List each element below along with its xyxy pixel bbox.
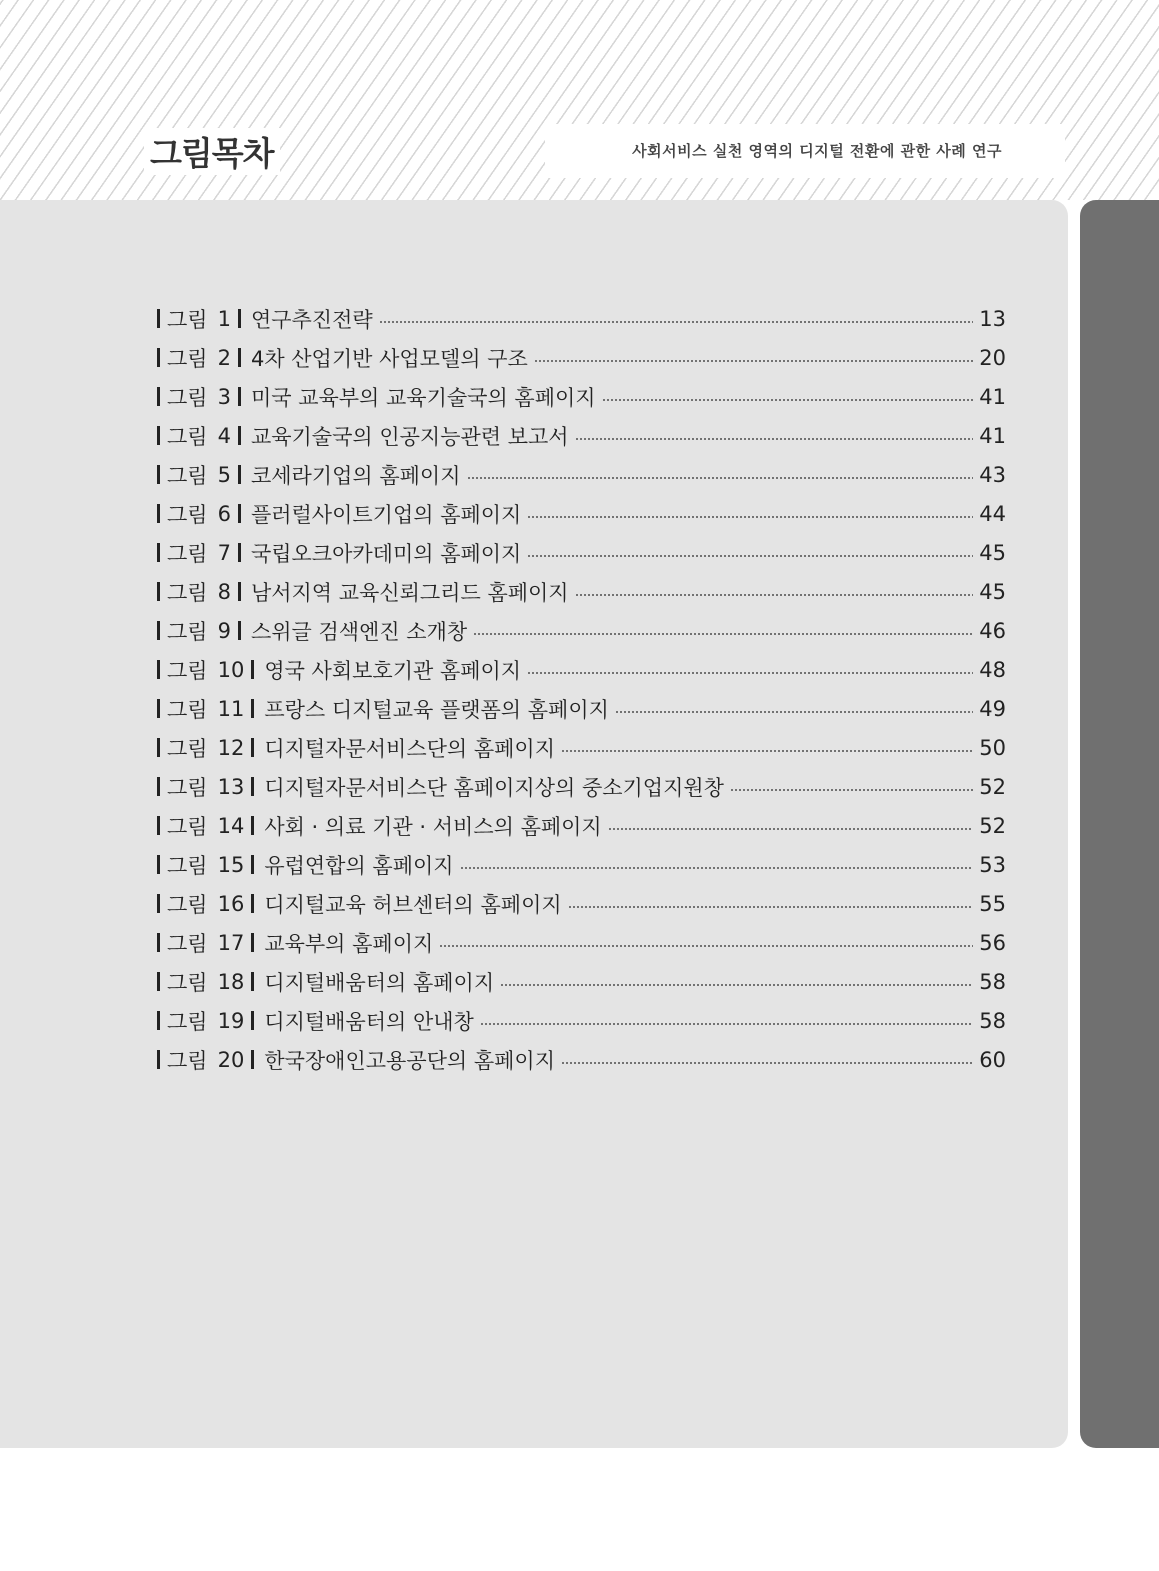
toc-entry[interactable] xyxy=(155,767,1006,806)
toc-prefix: 그림 xyxy=(167,931,208,956)
toc-prefix: 그림 xyxy=(167,697,208,722)
bar-mark xyxy=(251,660,254,679)
toc-entry[interactable] xyxy=(155,650,1006,689)
bar-mark xyxy=(157,543,160,562)
toc-entry[interactable] xyxy=(155,923,1006,962)
dot-leader xyxy=(575,594,974,596)
toc-number: 13 xyxy=(217,774,245,799)
bar-mark xyxy=(157,582,160,601)
toc-entry[interactable] xyxy=(155,1040,1006,1079)
toc-page-number: 45 xyxy=(979,540,1006,565)
toc-entry[interactable] xyxy=(155,494,1006,533)
toc-number: 9 xyxy=(217,618,231,643)
toc-entry[interactable] xyxy=(155,689,1006,728)
dot-leader xyxy=(527,672,973,674)
bar-mark xyxy=(251,1050,254,1069)
toc-prefix: 그림 xyxy=(167,385,208,410)
bar-mark xyxy=(238,348,241,367)
toc-prefix: 그림 xyxy=(167,541,208,566)
toc-entry[interactable] xyxy=(155,338,1006,377)
toc-page-number: 46 xyxy=(979,618,1006,643)
toc-prefix: 그림 xyxy=(167,619,208,644)
toc-title: 교육부의 홈페이지 xyxy=(264,931,434,956)
toc-page-number: 41 xyxy=(979,384,1006,409)
dot-leader xyxy=(608,828,974,830)
bar-mark xyxy=(238,621,241,640)
toc-prefix: 그림 xyxy=(167,1009,208,1034)
toc-entry[interactable] xyxy=(155,728,1006,767)
bar-mark xyxy=(251,777,254,796)
toc-title: 플러럴사이트기업의 홈페이지 xyxy=(250,502,522,527)
toc-title: 유럽연합의 홈페이지 xyxy=(264,853,454,878)
toc-title: 영국 사회보호기관 홈페이지 xyxy=(264,658,522,683)
bar-mark xyxy=(238,543,241,562)
bar-mark xyxy=(157,699,160,718)
toc-page-number: 56 xyxy=(979,930,1006,955)
toc-number: 4 xyxy=(217,423,231,448)
toc-number: 3 xyxy=(217,384,231,409)
toc-page-number: 58 xyxy=(979,1008,1006,1033)
toc-prefix: 그림 xyxy=(167,502,208,527)
bar-mark xyxy=(238,582,241,601)
page-title: 그림목차 xyxy=(144,128,280,175)
toc-entry[interactable] xyxy=(155,299,1006,338)
toc-entry-label xyxy=(155,811,602,841)
toc-title: 디지털배움터의 홈페이지 xyxy=(264,970,495,995)
toc-title: 프랑스 디지털교육 플랫폼의 홈페이지 xyxy=(264,697,609,722)
toc-title: 코세라기업의 홈페이지 xyxy=(250,463,461,488)
toc-page-number: 58 xyxy=(979,969,1006,994)
toc-page-number: 55 xyxy=(979,891,1006,916)
toc-number: 5 xyxy=(217,462,231,487)
toc-number: 19 xyxy=(217,1008,245,1033)
toc-number: 20 xyxy=(217,1047,245,1072)
dot-leader xyxy=(534,360,973,362)
toc-number: 14 xyxy=(217,813,245,838)
toc-page-number: 20 xyxy=(979,345,1006,370)
toc-entry-label xyxy=(155,1006,474,1036)
dot-leader xyxy=(730,789,973,791)
toc-number: 11 xyxy=(217,696,245,721)
dot-leader xyxy=(467,477,974,479)
toc-entry-label xyxy=(155,694,609,724)
toc-number: 17 xyxy=(217,930,245,955)
toc-page-number: 43 xyxy=(979,462,1006,487)
toc-page-number: 44 xyxy=(979,501,1006,526)
toc-title: 국립오크아카데미의 홈페이지 xyxy=(250,541,522,566)
dot-leader xyxy=(575,438,974,440)
toc-number: 7 xyxy=(217,540,231,565)
bar-mark xyxy=(157,660,160,679)
dot-leader xyxy=(527,555,973,557)
toc-title: 디지털자문서비스단의 홈페이지 xyxy=(264,736,555,761)
toc-entry-label xyxy=(155,421,569,451)
bar-mark xyxy=(157,387,160,406)
toc-entry-label xyxy=(155,460,461,490)
toc-entry[interactable] xyxy=(155,611,1006,650)
toc-title: 디지털배움터의 안내창 xyxy=(264,1009,474,1034)
toc-entry-label xyxy=(155,733,555,763)
bar-mark xyxy=(251,738,254,757)
bar-mark xyxy=(157,1050,160,1069)
toc-entry-label xyxy=(155,967,494,997)
toc-prefix: 그림 xyxy=(167,424,208,449)
toc-entry-label xyxy=(155,1045,555,1075)
toc-page-number: 52 xyxy=(979,774,1006,799)
bar-mark xyxy=(157,1011,160,1030)
bar-mark xyxy=(238,426,241,445)
toc-entry-label xyxy=(155,616,467,646)
toc-entry[interactable] xyxy=(155,455,1006,494)
toc-entry-label xyxy=(155,850,454,880)
dot-leader xyxy=(561,750,973,752)
toc-prefix: 그림 xyxy=(167,892,208,917)
dot-leader xyxy=(379,321,974,323)
bar-mark xyxy=(157,933,160,952)
toc-page-number: 60 xyxy=(979,1047,1006,1072)
bar-mark xyxy=(251,699,254,718)
toc-number: 6 xyxy=(217,501,231,526)
toc-page-number: 13 xyxy=(979,306,1006,331)
bar-mark xyxy=(251,972,254,991)
toc-entry[interactable] xyxy=(155,845,1006,884)
toc-number: 16 xyxy=(217,891,245,916)
toc-entry[interactable] xyxy=(155,572,1006,611)
bar-mark xyxy=(157,972,160,991)
bar-mark xyxy=(157,738,160,757)
bar-mark xyxy=(238,465,241,484)
bar-mark xyxy=(251,933,254,952)
toc-entry[interactable] xyxy=(155,884,1006,923)
toc-entry[interactable] xyxy=(155,806,1006,845)
side-tab xyxy=(1080,200,1159,1448)
dot-leader xyxy=(480,1023,973,1025)
toc-number: 10 xyxy=(217,657,245,682)
dot-leader xyxy=(473,633,973,635)
toc-entry-label xyxy=(155,304,373,334)
toc-number: 8 xyxy=(217,579,231,604)
toc-title: 스위글 검색엔진 소개창 xyxy=(250,619,468,644)
toc-entry[interactable] xyxy=(155,962,1006,1001)
toc-entry[interactable] xyxy=(155,416,1006,455)
bar-mark xyxy=(251,1011,254,1030)
bar-mark xyxy=(157,465,160,484)
toc-prefix: 그림 xyxy=(167,307,208,332)
toc-entry[interactable] xyxy=(155,377,1006,416)
toc-title: 한국장애인고용공단의 홈페이지 xyxy=(264,1048,555,1073)
toc-prefix: 그림 xyxy=(167,814,208,839)
toc-number: 15 xyxy=(217,852,245,877)
bar-mark xyxy=(157,777,160,796)
dot-leader xyxy=(568,906,974,908)
toc-page-number: 52 xyxy=(979,813,1006,838)
bar-mark xyxy=(157,504,160,523)
toc-page-number: 53 xyxy=(979,852,1006,877)
bar-mark xyxy=(157,621,160,640)
toc-page-number: 50 xyxy=(979,735,1006,760)
toc-entry-label xyxy=(155,343,528,373)
toc-entry[interactable] xyxy=(155,1001,1006,1040)
toc-prefix: 그림 xyxy=(167,970,208,995)
toc-entry-label xyxy=(155,772,724,802)
toc-title: 4차 산업기반 사업모델의 구조 xyxy=(250,346,528,371)
bar-mark xyxy=(157,426,160,445)
toc-title: 디지털자문서비스단 홈페이지상의 중소기업지원창 xyxy=(264,775,724,800)
toc-number: 1 xyxy=(217,306,231,331)
toc-prefix: 그림 xyxy=(167,1048,208,1073)
toc-page-number: 41 xyxy=(979,423,1006,448)
bar-mark xyxy=(157,855,160,874)
bar-mark xyxy=(157,894,160,913)
bar-mark xyxy=(251,855,254,874)
toc-prefix: 그림 xyxy=(167,853,208,878)
toc-prefix: 그림 xyxy=(167,463,208,488)
bar-mark xyxy=(238,387,241,406)
toc-title: 디지털교육 허브센터의 홈페이지 xyxy=(264,892,562,917)
bar-mark xyxy=(238,504,241,523)
bar-mark xyxy=(251,816,254,835)
toc-page-number: 45 xyxy=(979,579,1006,604)
toc-prefix: 그림 xyxy=(167,346,208,371)
bar-mark xyxy=(157,816,160,835)
toc-entry[interactable] xyxy=(155,533,1006,572)
dot-leader xyxy=(561,1062,973,1064)
dot-leader xyxy=(602,399,974,401)
toc-title: 미국 교육부의 교육기술국의 홈페이지 xyxy=(250,385,596,410)
toc-title: 사회 · 의료 기관 · 서비스의 홈페이지 xyxy=(264,814,602,839)
dot-leader xyxy=(500,984,973,986)
toc-page-number: 48 xyxy=(979,657,1006,682)
toc-number: 18 xyxy=(217,969,245,994)
toc-number: 12 xyxy=(217,735,245,760)
dot-leader xyxy=(527,516,973,518)
toc-entry-label xyxy=(155,655,521,685)
toc-title: 연구추진전략 xyxy=(250,307,373,332)
toc-prefix: 그림 xyxy=(167,736,208,761)
toc-entry-label xyxy=(155,499,521,529)
document-subtitle: 사회서비스 실천 영역의 디지털 전환에 관한 사례 연구 xyxy=(632,142,1002,160)
dot-leader xyxy=(615,711,973,713)
bar-mark xyxy=(157,309,160,328)
bar-mark xyxy=(238,309,241,328)
dot-leader xyxy=(460,867,974,869)
toc-entry-label xyxy=(155,577,569,607)
toc-entry-label xyxy=(155,538,521,568)
toc-prefix: 그림 xyxy=(167,775,208,800)
bar-mark xyxy=(157,348,160,367)
toc-prefix: 그림 xyxy=(167,580,208,605)
bar-mark xyxy=(251,894,254,913)
toc-prefix: 그림 xyxy=(167,658,208,683)
toc-entry-label xyxy=(155,928,433,958)
toc-number: 2 xyxy=(217,345,231,370)
figure-list xyxy=(155,299,1006,1079)
toc-title: 남서지역 교육신뢰그리드 홈페이지 xyxy=(250,580,569,605)
dot-leader xyxy=(439,945,973,947)
toc-page-number: 49 xyxy=(979,696,1006,721)
toc-title: 교육기술국의 인공지능관련 보고서 xyxy=(250,424,569,449)
toc-entry-label xyxy=(155,889,562,919)
toc-entry-label xyxy=(155,382,596,412)
